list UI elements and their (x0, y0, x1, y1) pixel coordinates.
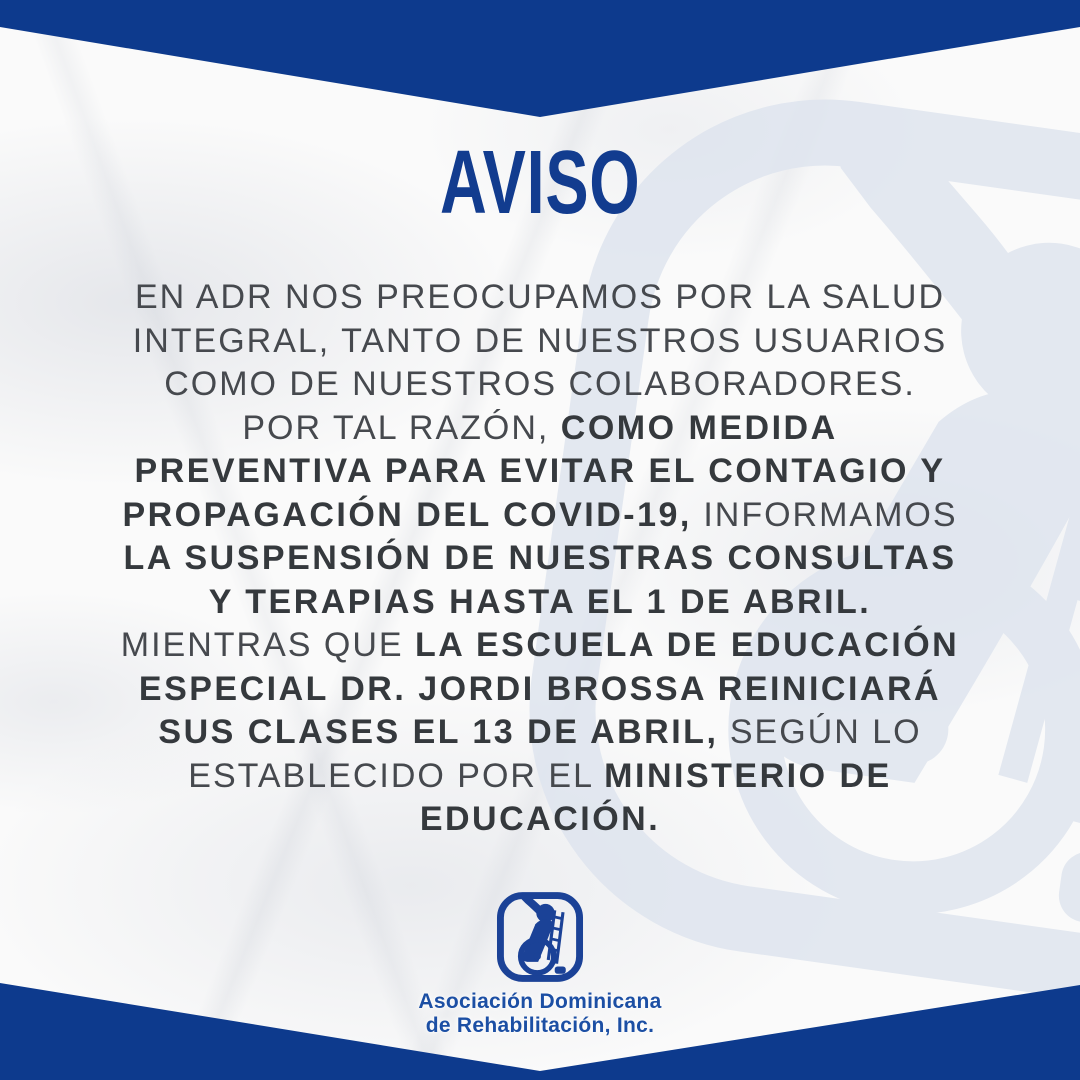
org-name-line2: de Rehabilitación, Inc. (425, 1014, 655, 1037)
notice-text-bold: PREVENTIVA PARA EVITAR EL CONTAGIO Y (134, 452, 946, 490)
notice-body (70, 276, 1010, 842)
notice-text-bold: EDUCACIÓN. (419, 800, 661, 838)
notice-text-bold: COMO MEDIDA (560, 408, 838, 447)
notice-text-bold: SUS CLASES EL 13 DE ABRIL, (158, 713, 719, 751)
notice-text: ESTABLECIDO POR EL (188, 756, 605, 795)
notice-text: POR TAL RAZÓN, (242, 408, 561, 447)
notice-text: EN ADR NOS PREOCUPAMOS POR LA SALUD (135, 278, 945, 316)
org-name-line1: Asociación Dominicana (418, 990, 662, 1013)
notice-text-bold: MINISTERIO DE (604, 756, 892, 795)
notice-text-bold: Y TERAPIAS HASTA EL 1 DE ABRIL. (208, 582, 872, 621)
poster-title-text: AVISO (439, 133, 641, 233)
notice-body-line (70, 363, 1010, 407)
notice-body-line (70, 276, 1010, 320)
poster-title (0, 133, 1080, 233)
notice-body-line (70, 798, 1010, 842)
notice-text: COMO DE NUESTROS COLABORADORES. (164, 365, 916, 403)
notice-body-line (70, 711, 1010, 755)
notice-body-line (70, 407, 1010, 451)
notice-body-line (70, 537, 1010, 581)
notice-text: SEGÚN LO (718, 713, 922, 751)
notice-text-bold: LA ESCUELA DE EDUCACIÓN (415, 626, 960, 664)
notice-text-bold: ESPECIAL DR. JORDI BROSSA REINICIARÁ (138, 669, 942, 708)
notice-text-bold: LA SUSPENSIÓN DE NUESTRAS CONSULTAS (123, 539, 957, 577)
wheelchair-person-logo-icon (494, 891, 586, 983)
notice-body-line (70, 450, 1010, 494)
notice-text: INTEGRAL, TANTO DE NUESTROS USUARIOS (132, 321, 948, 360)
notice-body-line (70, 320, 1010, 364)
notice-body-line (70, 581, 1010, 625)
org-name (0, 990, 1080, 1038)
notice-text-bold: PROPAGACIÓN DEL COVID-19, (122, 495, 692, 534)
notice-body-line (70, 624, 1010, 668)
notice-body-line (70, 755, 1010, 799)
notice-text: INFORMAMOS (691, 495, 958, 534)
footer (0, 891, 1080, 1038)
notice-body-line (70, 668, 1010, 712)
notice-body-line (70, 494, 1010, 538)
notice-text: MIENTRAS QUE (120, 626, 415, 664)
